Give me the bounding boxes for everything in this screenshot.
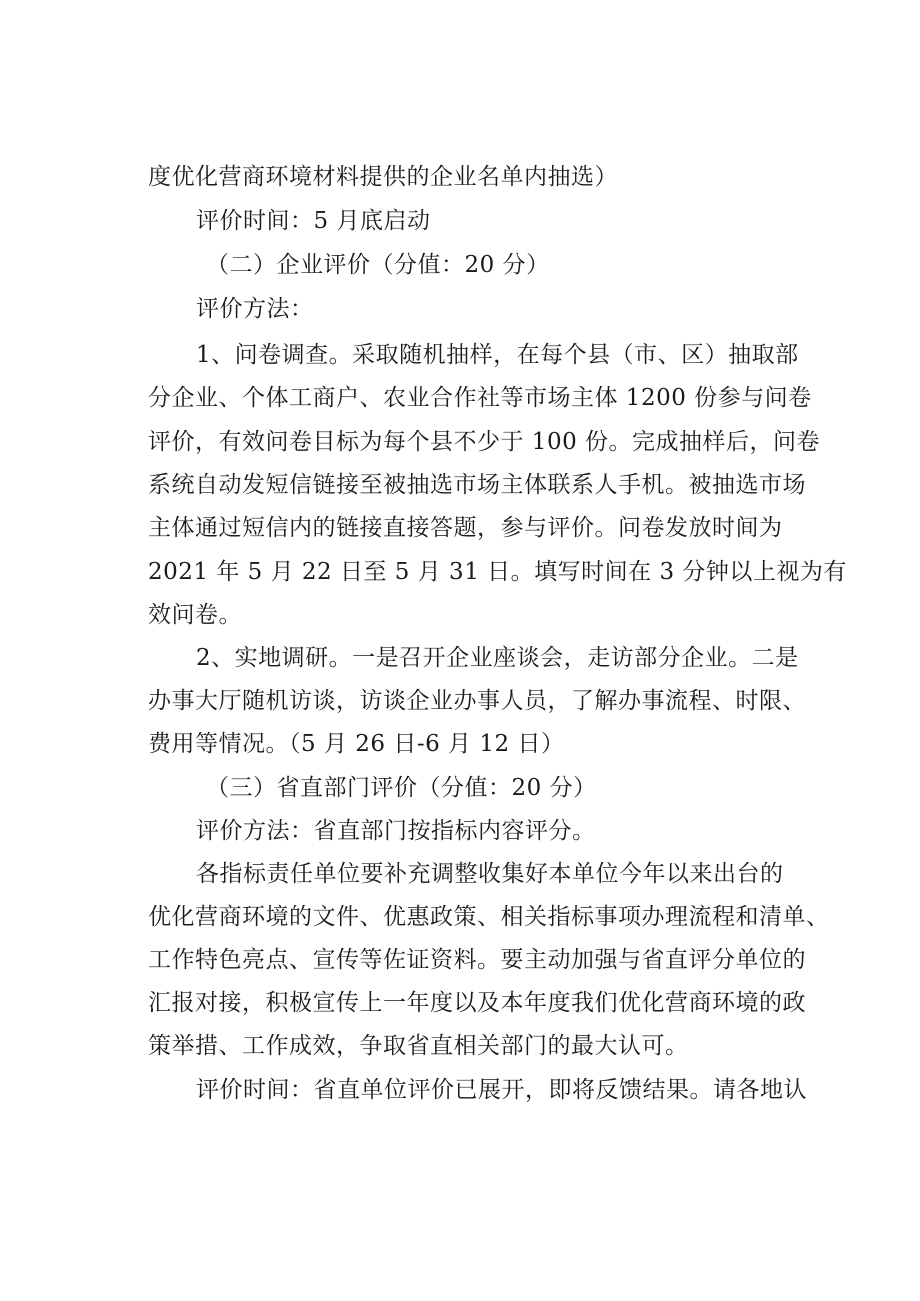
text-line: 度优化营商环境材料提供的企业名单内抽选）	[148, 164, 618, 190]
text-line: 2021 年 5 月 22 日至 5 月 31 日。填写时间在 3 分钟以上视为有	[148, 559, 847, 585]
text-line: 评价时间：省直单位评价已展开，即将反馈结果。请各地认	[196, 1077, 807, 1103]
section-heading: （三）省直部门评价（分值：20 分）	[206, 775, 597, 801]
text-line: 评价时间：5 月底启动	[196, 208, 431, 234]
text-line: 1、问卷调查。采取随机抽样，在每个县（市、区）抽取部	[196, 342, 799, 368]
section-heading: （二）企业评价（分值：20 分）	[206, 252, 550, 278]
text-line: 评价方法：	[196, 296, 314, 322]
text-line: 效问卷。	[148, 602, 242, 628]
text-line: 策举措、工作成效，争取省直相关部门的最大认可。	[148, 1033, 689, 1059]
text-line: 费用等情况。（5 月 26 日-6 月 12 日）	[148, 731, 565, 757]
text-line: 汇报对接，积极宣传上一年度以及本年度我们优化营商环境的政	[148, 990, 806, 1016]
text-line: 各指标责任单位要补充调整收集好本单位今年以来出台的	[196, 861, 784, 887]
text-line: 工作特色亮点、宣传等佐证资料。要主动加强与省直评分单位的	[148, 947, 806, 973]
text-line: 系统自动发短信链接至被抽选市场主体联系人手机。被抽选市场	[148, 472, 806, 498]
text-line: 分企业、个体工商户、农业合作社等市场主体 1200 份参与问卷	[148, 385, 812, 411]
text-line: 主体通过短信内的链接直接答题，参与评价。问卷发放时间为	[148, 515, 783, 541]
text-line: 评价方法：省直部门按指标内容评分。	[196, 818, 596, 844]
text-line: 办事大厅随机访谈，访谈企业办事人员，了解办事流程、时限、	[148, 688, 806, 714]
text-line: 优化营商环境的文件、优惠政策、相关指标事项办理流程和清单、	[148, 904, 830, 930]
text-line: 评价，有效问卷目标为每个县不少于 100 份。完成抽样后，问卷	[148, 429, 821, 455]
text-line: 2、实地调研。一是召开企业座谈会，走访部分企业。二是	[196, 645, 799, 671]
